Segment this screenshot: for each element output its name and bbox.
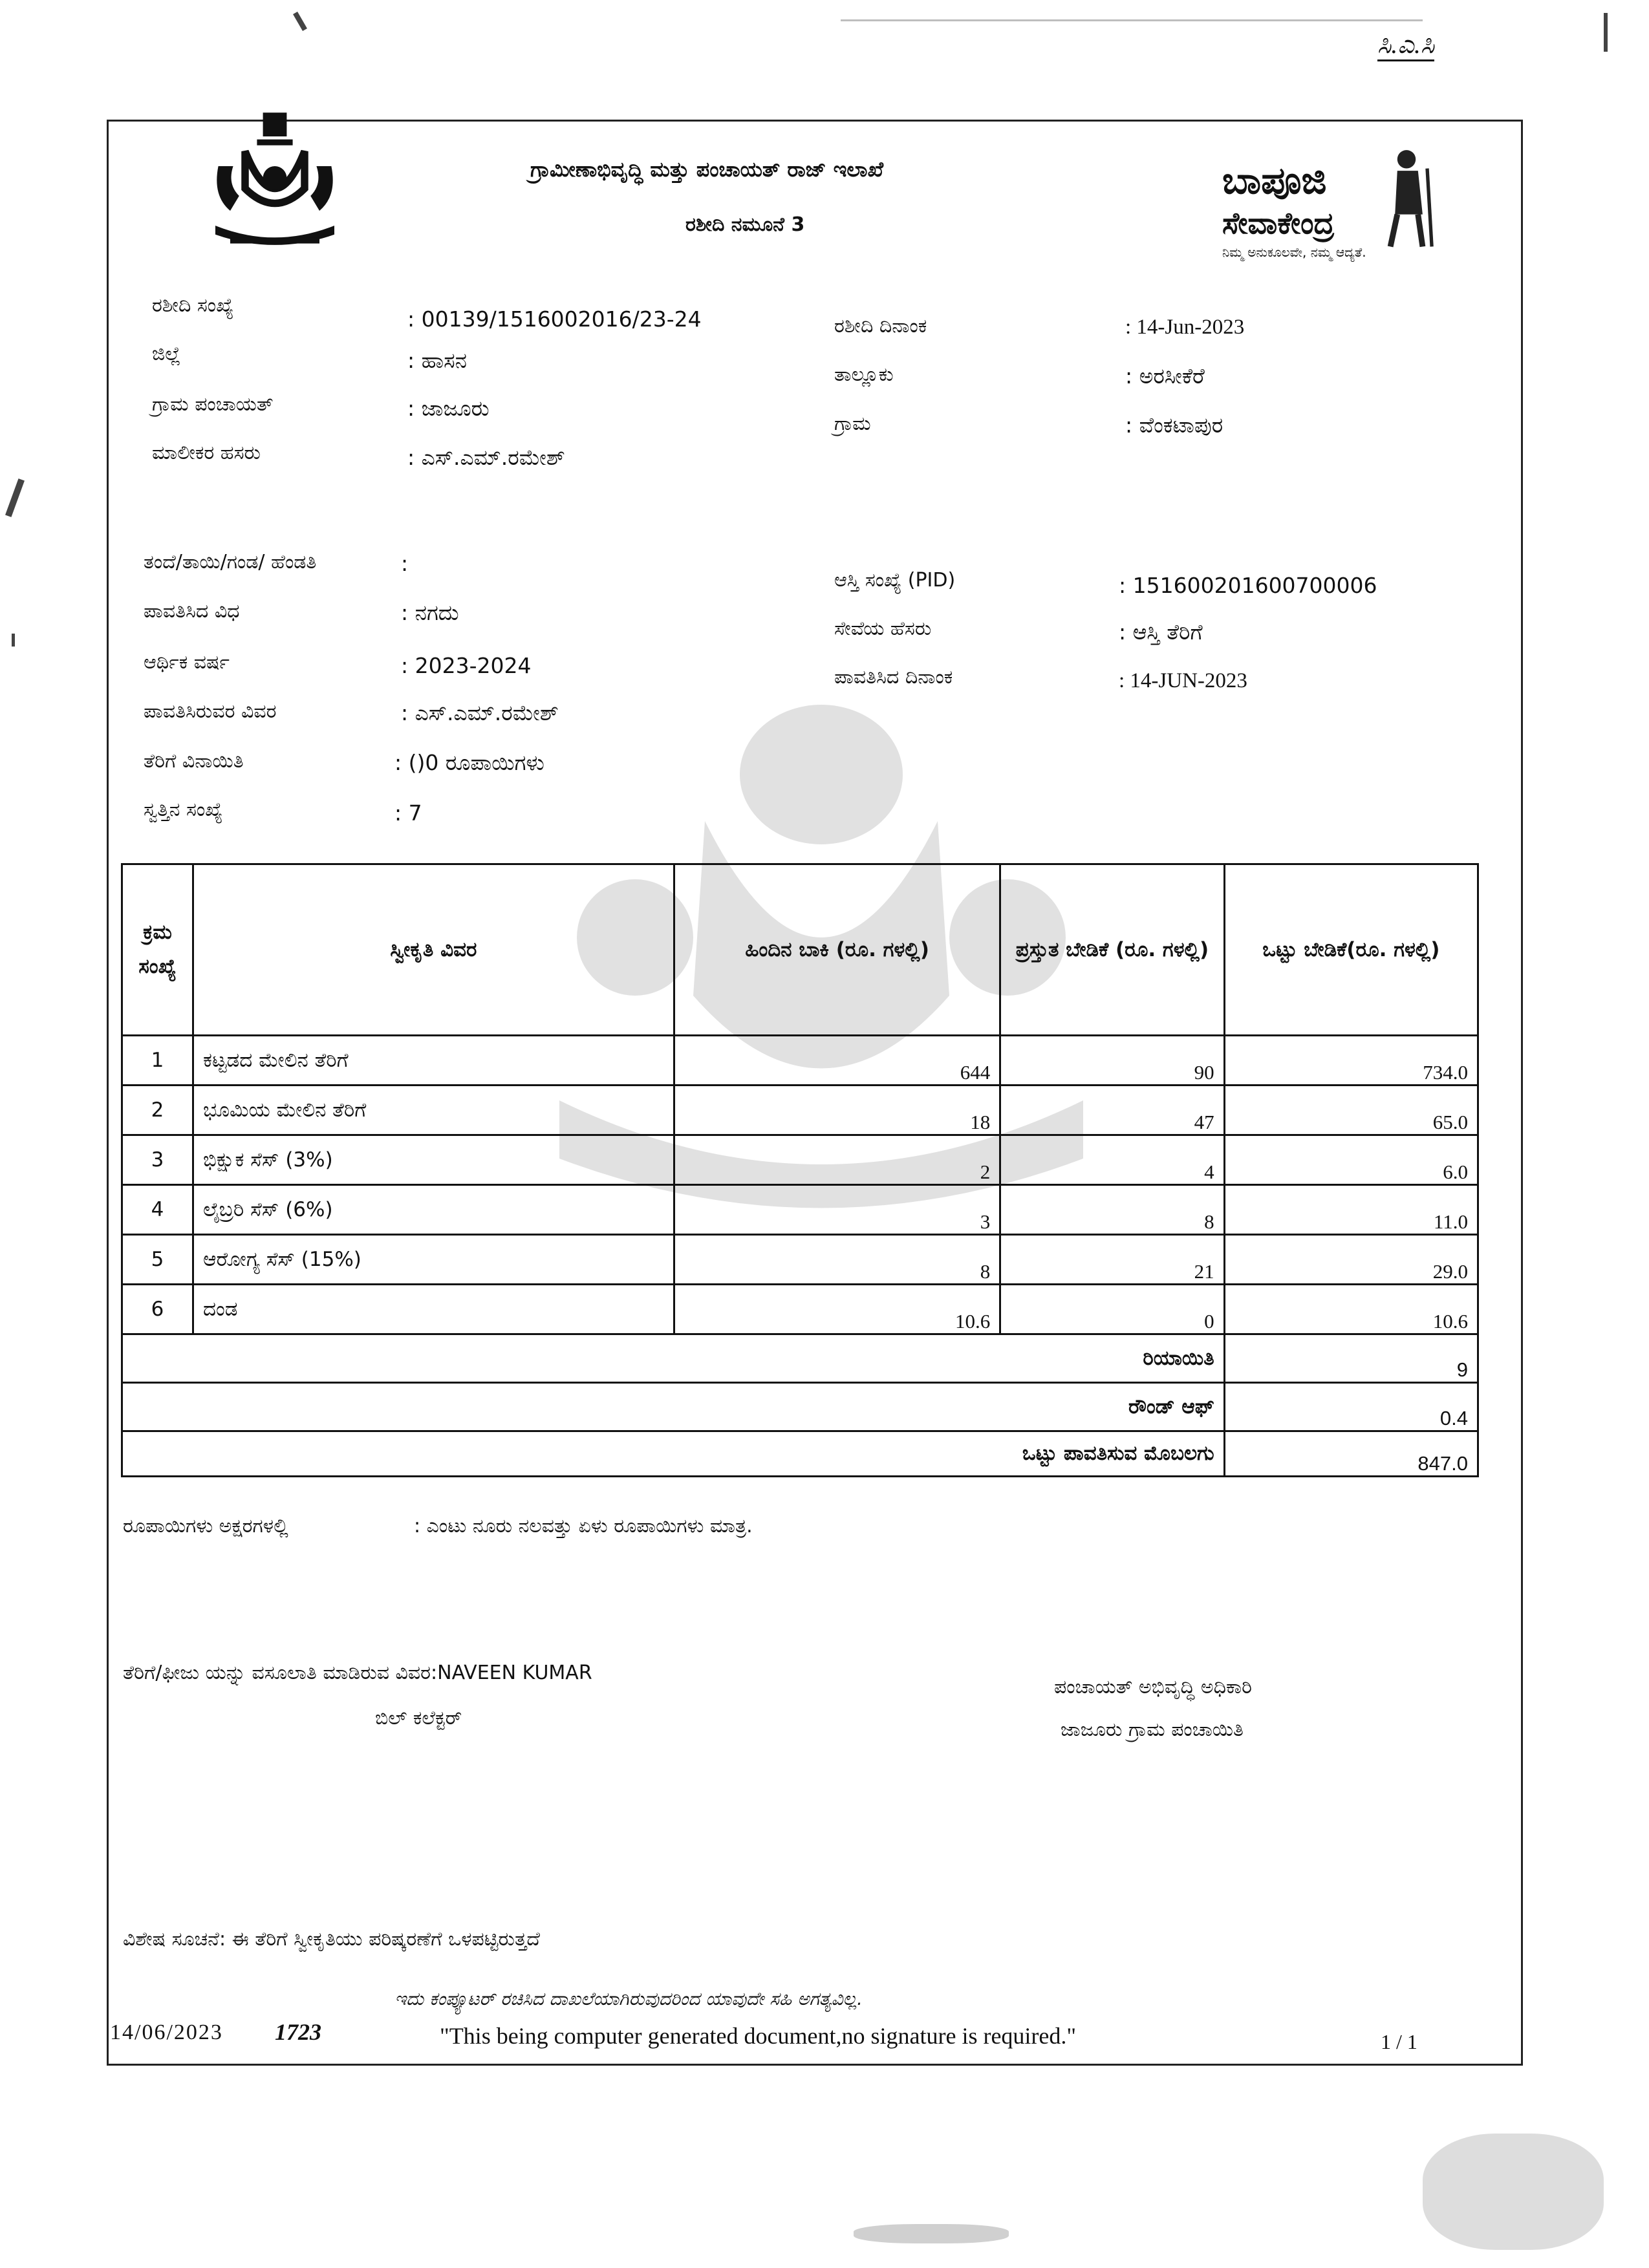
table-row	[122, 1135, 1478, 1185]
collector-role: ಬಿಲ್ ಕಲೆಕ್ಟರ್	[375, 1707, 462, 1729]
service-name-label: ಸೇವೆಯ ಹೆಸರು	[834, 617, 932, 640]
kendra-title: ಬಾಪೂಜಿ	[1222, 158, 1327, 202]
collector-line: ತೆರಿಗೆ/ಫೀಜು ಯನ್ನು ವಸೂಲಾತಿ ಮಾಡಿರುವ ವಿವರ:NAVEEN KUMAR	[123, 1662, 592, 1684]
property-number-label: ಸ್ವತ್ತಿನ ಸಂಖ್ಯೆ	[144, 798, 223, 821]
header-current-demand: ಪ್ರಸ್ತುತ ಬೇಡಿಕೆ (ರೂ. ಗಳಲ್ಲಿ)	[1000, 864, 1224, 1036]
row-previous: 2	[674, 1135, 1000, 1185]
officer-title: ಪಂಚಾಯತ್ ಅಭಿವೃದ್ಧಿ ಅಧಿಕಾರಿ	[1054, 1676, 1252, 1698]
officer-office: ಜಾಜೂರು ಗ್ರಾಮ ಪಂಚಾಯಿತಿ	[1061, 1718, 1244, 1741]
row-description: ಲೈಬ್ರರಿ ಸೆಸ್ (6%)	[193, 1185, 674, 1235]
row-previous: 10.6	[674, 1285, 1000, 1334]
payment-mode-value: : ನಗದು	[401, 600, 459, 625]
district-value: : ಹಾಸನ	[407, 348, 467, 373]
payment-date-value: : 14-JUN-2023	[1119, 669, 1247, 692]
kendra-tagline: ನಿಮ್ಮ ಅನುಕೂಲವೇ, ನಮ್ಮ ಆದ್ಯತೆ.	[1222, 244, 1366, 260]
scan-smudge	[1423, 2134, 1604, 2250]
department-title: ಗ್ರಾಮೀಣಾಭಿವೃದ್ಧಿ ಮತ್ತು ಪಂಚಾಯತ್ ರಾಜ್ ಇಲಾಖೆ	[530, 157, 884, 182]
row-previous: 3	[674, 1185, 1000, 1235]
row-current: 8	[1000, 1185, 1224, 1235]
scan-mark	[12, 634, 15, 647]
gandhi-silhouette-icon	[1371, 145, 1442, 249]
karnataka-emblem-logo	[200, 107, 349, 255]
service-name-value: : ಆಸ್ತಿ ತೆರಿಗೆ	[1119, 619, 1203, 645]
summary-row	[122, 1431, 1478, 1477]
table-row	[122, 1235, 1478, 1285]
property-number-value: : 7	[394, 800, 422, 826]
scan-smudge	[854, 2224, 1009, 2243]
row-current: 0	[1000, 1285, 1224, 1334]
row-description: ಭೂಮಿಯ ಮೇಲಿನ ತೆರಿಗೆ	[193, 1086, 674, 1135]
financial-year-label: ಆರ್ಥಿಕ ವರ್ಷ	[144, 651, 230, 674]
summary-row	[122, 1383, 1478, 1431]
financial-year-value: : 2023-2024	[401, 653, 532, 678]
row-total: 11.0	[1224, 1185, 1478, 1235]
owner-name-label: ಮಾಲೀಕರ ಹಸರು	[152, 442, 261, 464]
receipt-number-value: : 00139/1516002016/23-24	[407, 306, 702, 332]
receipt-number-label: ರಶೀದಿ ಸಂಖ್ಯೆ	[152, 294, 234, 317]
row-total: 65.0	[1224, 1086, 1478, 1135]
village-value: : ವೆಂಕಟಾಪುರ	[1125, 412, 1223, 438]
row-description: ಭಿಕ್ಷುಕ ಸೆಸ್ (3%)	[193, 1135, 674, 1185]
table-row	[122, 1036, 1478, 1086]
table-row	[122, 1285, 1478, 1334]
row-current: 4	[1000, 1135, 1224, 1185]
district-label: ಜಿಲ್ಲೆ	[152, 343, 181, 365]
row-previous: 644	[674, 1036, 1000, 1086]
footer-time: 1723	[275, 2019, 321, 2045]
tax-exemption-label: ತೆರಿಗೆ ವಿನಾಯಿತಿ	[144, 750, 244, 773]
amount-in-words-value: : ಎಂಟು ನೂರು ನಲವತ್ತು ಏಳು ರೂಪಾಯಿಗಳು ಮಾತ್ರ.	[414, 1515, 753, 1537]
row-previous: 18	[674, 1086, 1000, 1135]
row-sl: 5	[122, 1235, 193, 1285]
summary-row	[122, 1334, 1478, 1383]
special-note: ವಿಶೇಷ ಸೂಚನೆ: ಈ ತೆರಿಗೆ ಸ್ವೀಕೃತಿಯು ಪರಿಷ್ಕರಣೆಗೆ ಒಳಪಟ್ಟಿರುತ್ತದೆ	[123, 1928, 540, 1951]
row-sl: 4	[122, 1185, 193, 1235]
row-total: 10.6	[1224, 1285, 1478, 1334]
header-total-demand: ಒಟ್ಟು ಬೇಡಿಕೆ(ರೂ. ಗಳಲ್ಲಿ)	[1224, 864, 1478, 1036]
receipt-date-label: ರಶೀದಿ ದಿನಾಂಕ	[834, 315, 927, 337]
footer-page-number: 1 / 1	[1381, 2030, 1417, 2053]
amount-in-words-label: ರೂಪಾಯಿಗಳು ಅಕ್ಷರಗಳಲ್ಲಿ	[123, 1515, 288, 1537]
round-off-value: 0.4	[1224, 1383, 1478, 1431]
header-previous-balance: ಹಿಂದಿನ ಬಾಕಿ (ರೂ. ಗಳಲ್ಲಿ)	[674, 864, 1000, 1036]
footer-date: 14/06/2023	[110, 2020, 223, 2044]
scan-mark	[293, 12, 307, 31]
row-description: ಕಟ್ಟಡದ ಮೇಲಿನ ತೆರಿಗೆ	[193, 1036, 674, 1086]
row-sl: 1	[122, 1036, 193, 1086]
row-sl: 2	[122, 1086, 193, 1135]
scan-mark	[1604, 13, 1608, 52]
row-previous: 8	[674, 1235, 1000, 1285]
tax-table-header	[122, 864, 1478, 1036]
row-sl: 6	[122, 1285, 193, 1334]
row-total: 29.0	[1224, 1235, 1478, 1285]
tax-table	[121, 863, 1479, 1477]
total-payable-label: ಒಟ್ಟು ಪಾವತಿಸುವ ಮೊಬಲಗು	[122, 1431, 1225, 1477]
row-current: 90	[1000, 1036, 1224, 1086]
property-id-label: ಆಸ್ತಿ ಸಂಖ್ಯೆ (PID)	[834, 569, 956, 592]
gram-panchayat-label: ಗ್ರಾಮ ಪಂಚಾಯತ್	[152, 393, 274, 416]
gram-panchayat-value: : ಜಾಜೂರು	[407, 396, 490, 421]
row-total: 6.0	[1224, 1135, 1478, 1185]
payment-mode-label: ಪಾವತಿಸಿದ ವಿಧ	[144, 600, 240, 623]
row-sl: 3	[122, 1135, 193, 1185]
row-current: 21	[1000, 1235, 1224, 1285]
row-current: 47	[1000, 1086, 1224, 1135]
total-payable-value: 847.0	[1224, 1431, 1478, 1477]
taluk-value: : ಅರಸೀಕೆರೆ	[1125, 363, 1205, 389]
tax-exemption-value: : ()0 ರೂಪಾಯಿಗಳು	[394, 750, 544, 775]
row-total: 734.0	[1224, 1036, 1478, 1086]
taluk-label: ತಾಲ್ಲೂಕು	[834, 363, 894, 386]
form-name: ರಶೀದಿ ನಮೂನೆ 3	[685, 213, 805, 236]
row-description: ಆರೋಗ್ಯ ಸೆಸ್ (15%)	[193, 1235, 674, 1285]
payer-details-value: : ಎಸ್.ಎಮ್.ರಮೇಶ್	[401, 700, 559, 725]
payment-date-label: ಪಾವತಿಸಿದ ದಿನಾಂಕ	[834, 666, 953, 689]
row-description: ದಂಡ	[193, 1285, 674, 1334]
rebate-label: ರಿಯಾಯಿತಿ	[122, 1334, 1225, 1383]
page-reference: ಸಿ.ಎ.ಸಿ	[1377, 29, 1434, 61]
kendra-subtitle: ಸೇವಾಕೇಂದ್ರ	[1222, 206, 1335, 241]
property-id-value: : 151600201600700006	[1119, 573, 1377, 598]
footer-kannada-note: ಇದು ಕಂಪ್ಯೂಟರ್ ರಚಿಸಿದ ದಾಖಲೆಯಾಗಿರುವುದರಿಂದ ಯಾವುದೇ ಸಹಿ ಅಗತ್ಯವಿಲ್ಲ.	[394, 1988, 863, 2009]
scan-line	[841, 19, 1423, 21]
village-label: ಗ್ರಾಮ	[834, 412, 871, 435]
owner-name-value: : ಎಸ್.ಎಮ್.ರಮೇಶ್	[407, 445, 565, 470]
scan-mark	[5, 478, 25, 517]
header-sl-no: ಕ್ರಮ ಸಂಖ್ಯೆ	[122, 864, 193, 1036]
relation-label: ತಂದೆ/ತಾಯಿ/ಗಂಡ/ ಹೆಂಡತಿ	[144, 551, 317, 573]
table-row	[122, 1086, 1478, 1135]
footer-english-note: "This being computer generated document,no signature is required."	[440, 2023, 1077, 2049]
receipt-date-value: : 14-Jun-2023	[1125, 316, 1245, 339]
relation-value: :	[401, 551, 409, 576]
header-description: ಸ್ವೀಕೃತಿ ವಿವರ	[193, 864, 674, 1036]
round-off-label: ರೌಂಡ್ ಆಫ್	[122, 1383, 1225, 1431]
rebate-value: 9	[1224, 1334, 1478, 1383]
payer-details-label: ಪಾವತಿಸಿರುವರ ವಿವರ	[144, 700, 277, 723]
table-row	[122, 1185, 1478, 1235]
